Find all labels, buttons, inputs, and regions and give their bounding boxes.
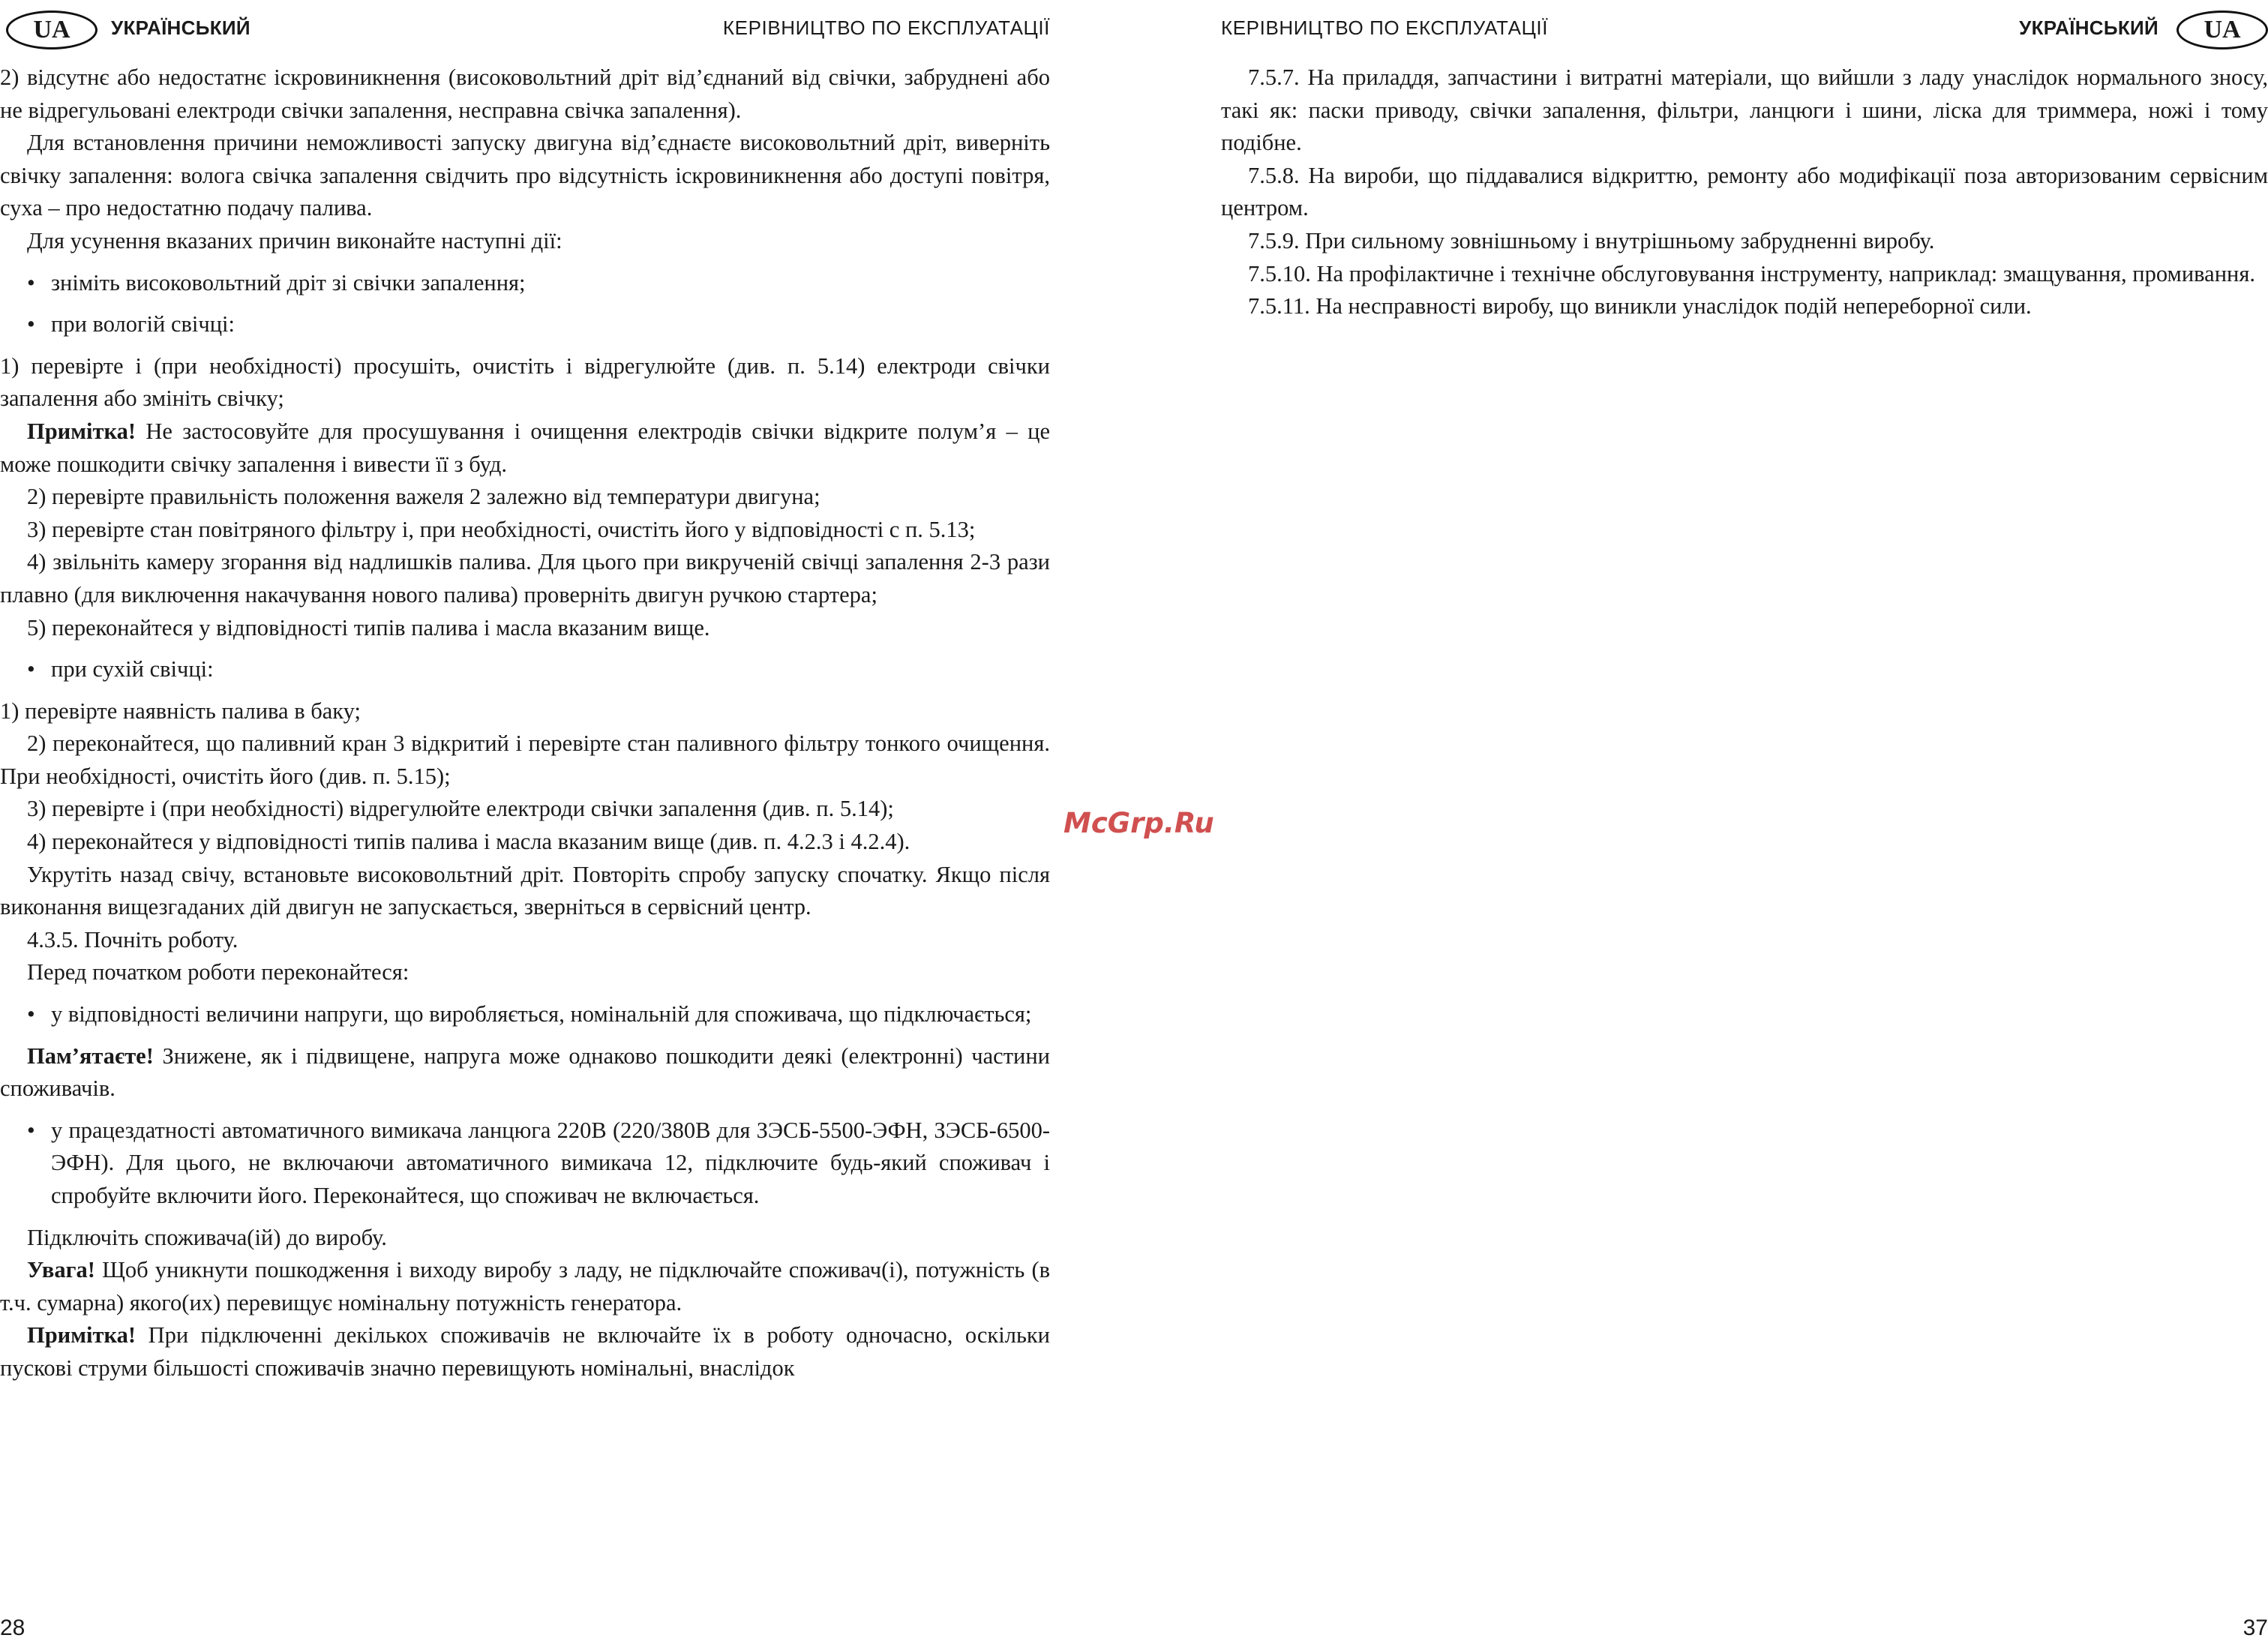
remember-paragraph — [0, 1040, 1050, 1106]
remember-label: Пам’ятаєте! — [27, 1042, 154, 1069]
paragraph: 5) переконайтеся у відповідності типів палива і масла вказаним вище. — [27, 614, 710, 640]
bullet-item: • при сухій свічці: — [0, 653, 1050, 686]
paragraph: 7.5.10. На профілактичне і технічне обслуговування інструменту, наприклад: змащування, промивання. — [1248, 260, 2255, 286]
left-page — [0, 0, 1050, 1644]
warning-paragraph — [0, 1254, 1050, 1319]
bullet-item: • у відповідності величини напруги, що виробляється, номінальній для споживача, що підключається; — [0, 998, 1050, 1031]
note-text: При підключенні декількох споживачів не включайте їх в роботу одночасно, оскільки пускові струми більшості споживачів значно перевищують номінальні, внаслідок — [0, 1322, 1050, 1381]
note-paragraph — [0, 1319, 1050, 1384]
paragraph: 7.5.11. На несправності виробу, що виникли унаслідок подій непереборної сили. — [1248, 293, 2032, 320]
paragraph: Перед початком роботи переконайтеся: — [27, 959, 410, 986]
paragraph: 4) звільніть камеру згорання від надлишків палива. Для цього при викрученій свічці запалення 2-3 рази плавно (для виключення накачування нового палива) проверніть двигун ручкою стартера; — [0, 549, 1050, 608]
note-paragraph — [0, 416, 1050, 481]
paragraph: 4) переконайтеся у відповідності типів палива і масла вказаним вище (див. п. 4.2.3 і 4.2.4). — [27, 829, 910, 855]
language-label: УКРАЇНСЬКИЙ — [2019, 16, 2158, 39]
paragraph: 2) відсутнє або недостатнє іскровиникнення (високовольтний дріт від’єднаний від свічки, забруднені або не відрегульовані електроди свічки запалення, несправна свічка запалення). — [0, 64, 1050, 123]
warning-text: Щоб уникнути пошкодження і виходу виробу з ладу, не підключайте споживач(і), потужність (в т.ч. сумарна) якого(их) перевищує номінальну потужність генератора. — [0, 1257, 1051, 1316]
right-page — [1221, 0, 2268, 1644]
manual-title: КЕРІВНИЦТВО ПО ЕКСПЛУАТАЦІЇ — [722, 16, 1050, 39]
left-page-header — [0, 10, 1050, 50]
section-heading: 4.3.5. Почніть роботу. — [27, 926, 238, 952]
left-page-content — [0, 62, 1050, 1385]
bullet-item: • у працездатності автоматичного вимикача ланцюга 220В (220/380В для ЗЭСБ-5500-ЭФН, ЗЭСБ-6500-ЭФН). Для цього, не включаючи автоматичного вимикача 12, підключите будь-який споживач і спробуйте включити його. Переконайтеся, що споживач не включається. — [0, 1114, 1050, 1213]
paragraph: 7.5.7. На приладдя, запчастини і витратні матеріали, що вийшли з ладу унаслідок нормального зносу, такі як: паски приводу, свічки запалення, фільтри, ланцюги і шини, ліска для триммера, ножі і тому подібне. — [1221, 64, 2268, 156]
right-page-content — [1221, 62, 2268, 323]
bullet-item: • при вологій свічці: — [0, 308, 1050, 341]
paragraph: 7.5.9. При сильному зовнішньому і внутрішньому забрудненні виробу. — [1248, 227, 1935, 254]
paragraph: Для усунення вказаних причин виконайте наступні дії: — [27, 227, 562, 254]
warning-label: Увага! — [27, 1257, 95, 1283]
paragraph: 3) перевірте і (при необхідності) відрегулюйте електроди свічки запалення (див. п. 5.14); — [27, 796, 894, 822]
note-text: Не застосовуйте для просушування і очищення електродів свічки відкрите полум’я – це може пошкодити свічку запалення і вивести її з буд. — [0, 418, 1051, 477]
paragraph: 2) перевірте правильність положення важеля 2 залежно від температури двигуна; — [27, 484, 820, 510]
paragraph: 7.5.8. На вироби, що піддавалися відкриттю, ремонту або модифікації поза авторизованим сервісним центром. — [1221, 162, 2268, 221]
paragraph: 1) перевірте наявність палива в баку; — [0, 698, 362, 724]
bullet-item: • зніміть високовольтний дріт зі свічки запалення; — [0, 267, 1050, 300]
paragraph: 1) перевірте і (при необхідності) просушіть, очистіть і відрегулюйте (див. п. 5.14) електроди свічки запалення або змініть свічку; — [0, 352, 1050, 412]
remember-text: Знижене, як і підвищене, напруга може однаково пошкодити деякі (електронні) частини споживачів. — [0, 1042, 1051, 1102]
ua-language-badge: UA — [2176, 10, 2268, 50]
note-label: Примітка! — [27, 1322, 136, 1348]
right-page-header — [1221, 10, 2268, 50]
page-number: 28 — [0, 1616, 26, 1640]
watermark: McGrp.Ru — [1064, 807, 1214, 839]
paragraph: 2) переконайтеся, що паливний кран 3 відкритий і перевірте стан паливного фільтру тонкого очищення. При необхідності, очистіть його (див. п. 5.15); — [0, 730, 1050, 789]
page-number: 37 — [2242, 1616, 2268, 1640]
ua-language-badge: UA — [6, 10, 98, 50]
paragraph: Підключіть споживача(ій) до виробу. — [27, 1224, 387, 1250]
language-label: УКРАЇНСЬКИЙ — [111, 16, 250, 39]
manual-title: КЕРІВНИЦТВО ПО ЕКСПЛУАТАЦІЇ — [1221, 16, 1549, 39]
paragraph: Для встановлення причини неможливості запуску двигуна від’єднаєте високовольтний дріт, виверніть свічку запалення: волога свічка запалення свідчить про відсутність іскровиникнення або доступі повітря, суха – про недостатню подачу палива. — [0, 130, 1050, 221]
paragraph: 3) перевірте стан повітряного фільтру і, при необхідності, очистіть його у відповідності с п. 5.13; — [27, 516, 976, 542]
paragraph: Укрутіть назад свічу, встановьте високовольтний дріт. Повторіть спробу запуску спочатку. Якщо після виконання вищезгаданих дій двигун не запускається, зверніться в сервісний центр. — [0, 861, 1050, 920]
note-label: Примітка! — [27, 418, 136, 444]
